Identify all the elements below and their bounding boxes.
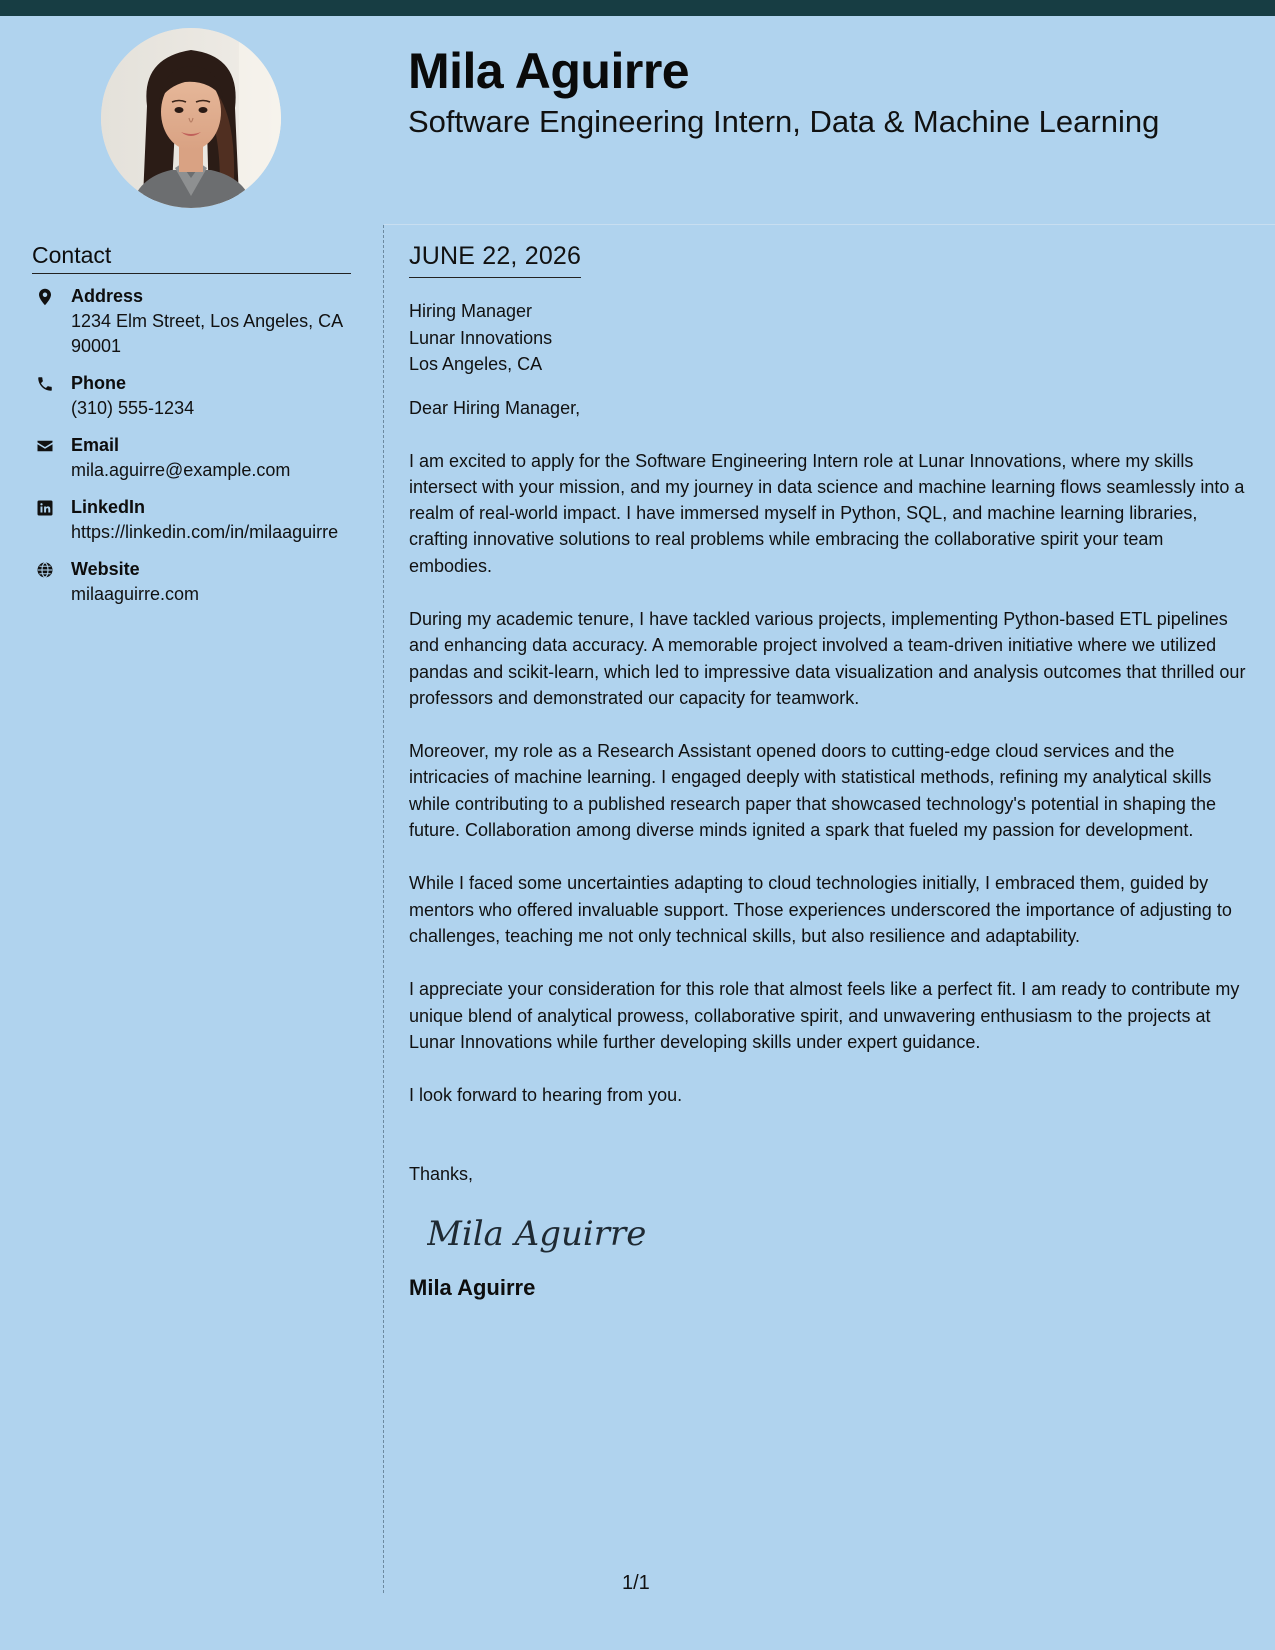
paragraph: I look forward to hearing from you.	[409, 1085, 683, 1106]
contact-value: milaaguirre.com	[71, 584, 200, 604]
paragraph: Moreover, my role as a Research Assistant opened doors to cutting-edge cloud services and the intricacies of machine learning. I engaged deeply with statistical methods, refining my analytical skills while contributing to a published research paper that showcased technology's potential in shaping the future. Collaboration among diverse minds ignited a spark that fueled my passion for development.	[409, 741, 1216, 841]
letter-body	[409, 242, 1249, 1301]
contact-item-website	[32, 557, 352, 607]
profile-photo	[101, 28, 281, 208]
paragraph: I am excited to apply for the Software Engineering Intern role at Lunar Innovations, where my skills intersect with your mission, and my journey in data science and machine learning flows seamlessly into a realm of real-world impact. I have immersed myself in Python, SQL, and machine learning libraries, crafting innovative solutions to real problems while embracing the collaborative spirit your team embodies.	[409, 450, 1245, 576]
page-number: 1/1	[622, 1572, 650, 1594]
closing: Thanks,	[409, 1164, 474, 1185]
globe-icon	[36, 561, 54, 579]
column-divider	[383, 225, 384, 1593]
header-divider	[384, 224, 1275, 225]
paragraph: While I faced some uncertainties adapting to cloud technologies initially, I embraced them, guided by mentors who offered invaluable support. Those experiences underscored the importance of adjusting to challenges, teaching me not only technical skills, but also resilience and adaptability.	[409, 873, 1232, 946]
contact-item-phone	[32, 371, 352, 421]
contact-label: Email	[71, 435, 120, 455]
contact-label: Address	[71, 286, 144, 306]
contact-item-linkedin	[32, 495, 352, 545]
contact-list	[32, 284, 352, 619]
signer-name: Mila Aguirre	[409, 1275, 536, 1301]
handwritten-signature	[427, 1205, 667, 1261]
phone-icon	[36, 375, 54, 393]
signature-text: Mila Aguirre	[427, 1214, 647, 1255]
contact-item-email	[32, 433, 352, 483]
contact-label: Phone	[71, 373, 127, 393]
recipient-line: Hiring Manager	[409, 301, 533, 321]
contact-item-address	[32, 284, 352, 359]
avatar	[101, 28, 281, 208]
applicant-role: Software Engineering Intern, Data & Machine Learning	[408, 104, 1160, 139]
top-accent-bar	[0, 0, 1275, 16]
contact-label: LinkedIn	[71, 497, 146, 517]
contact-value: mila.aguirre@example.com	[71, 460, 291, 480]
contact-value: 1234 Elm Street, Los Angeles, CA 90001	[71, 311, 343, 356]
contact-value: https://linkedin.com/in/milaaguirre	[71, 522, 339, 542]
map-pin-icon	[36, 288, 54, 306]
applicant-name: Mila Aguirre	[408, 43, 690, 99]
contact-value: (310) 555-1234	[71, 398, 195, 418]
linkedin-icon	[36, 499, 54, 517]
paragraph: I appreciate your consideration for this role that almost feels like a perfect fit. I am ready to contribute my unique blend of analytical prowess, collaborative spirit, and unwavering enthusiasm to the projects at Lunar Innovations while further developing skills under expert guidance.	[409, 979, 1240, 1052]
envelope-icon	[36, 437, 54, 455]
contact-label: Website	[71, 559, 140, 579]
contact-heading: Contact	[32, 242, 351, 274]
paragraph: During my academic tenure, I have tackled various projects, implementing Python-based ETL pipelines and enhancing data accuracy. A memorable project involved a team-driven initiative where we utilized pandas and scikit-learn, which led to impressive data visualization and analysis outcomes that thrilled our professors and demonstrated our capacity for teamwork.	[409, 608, 1246, 708]
recipient-line: Los Angeles, CA	[409, 354, 543, 374]
letter-date: JUNE 22, 2026	[409, 242, 581, 278]
recipient-line: Lunar Innovations	[409, 327, 553, 348]
recipient-block	[409, 298, 1249, 378]
salutation: Dear Hiring Manager,	[409, 397, 581, 418]
